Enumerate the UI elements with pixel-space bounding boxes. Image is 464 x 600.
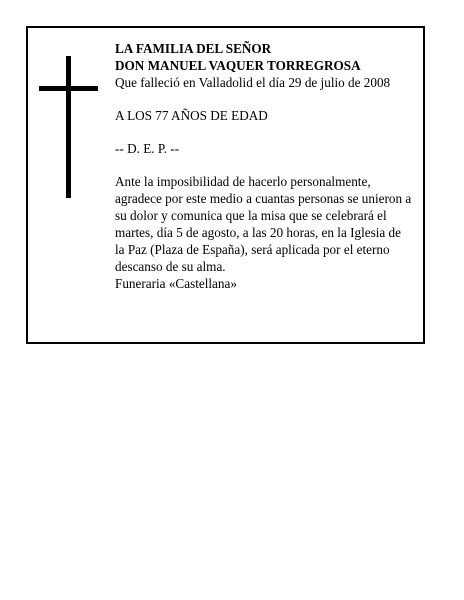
cross-horizontal-bar xyxy=(39,86,98,91)
body-line: su dolor y comunica que la misa que se celebrará el xyxy=(115,208,387,223)
rip-line: -- D. E. P. -- xyxy=(115,141,180,156)
death-date-line: Que falleció en Valladolid el día 29 de julio de 2008 xyxy=(115,75,391,90)
cross-vertical-bar xyxy=(66,56,71,198)
body-line: agradece por este medio a cuantas personas se unieron a xyxy=(115,191,412,206)
age-line: A LOS 77 AÑOS DE EDAD xyxy=(115,108,268,123)
deceased-name: DON MANUEL VAQUER TORREGROSA xyxy=(115,58,361,73)
body-line: la Paz (Plaza de España), será aplicada por el eterno xyxy=(115,242,390,257)
notice-text xyxy=(115,40,425,292)
family-heading: LA FAMILIA DEL SEÑOR xyxy=(115,41,272,56)
obituary-notice xyxy=(26,26,425,344)
funeral-home: Funeraria «Castellana» xyxy=(115,276,237,291)
body-line: martes, día 5 de agosto, a las 20 horas, en la Iglesia de xyxy=(115,225,402,240)
body-line: Ante la imposibilidad de hacerlo personalmente, xyxy=(115,174,371,189)
body-line: descanso de su alma. xyxy=(115,259,226,274)
